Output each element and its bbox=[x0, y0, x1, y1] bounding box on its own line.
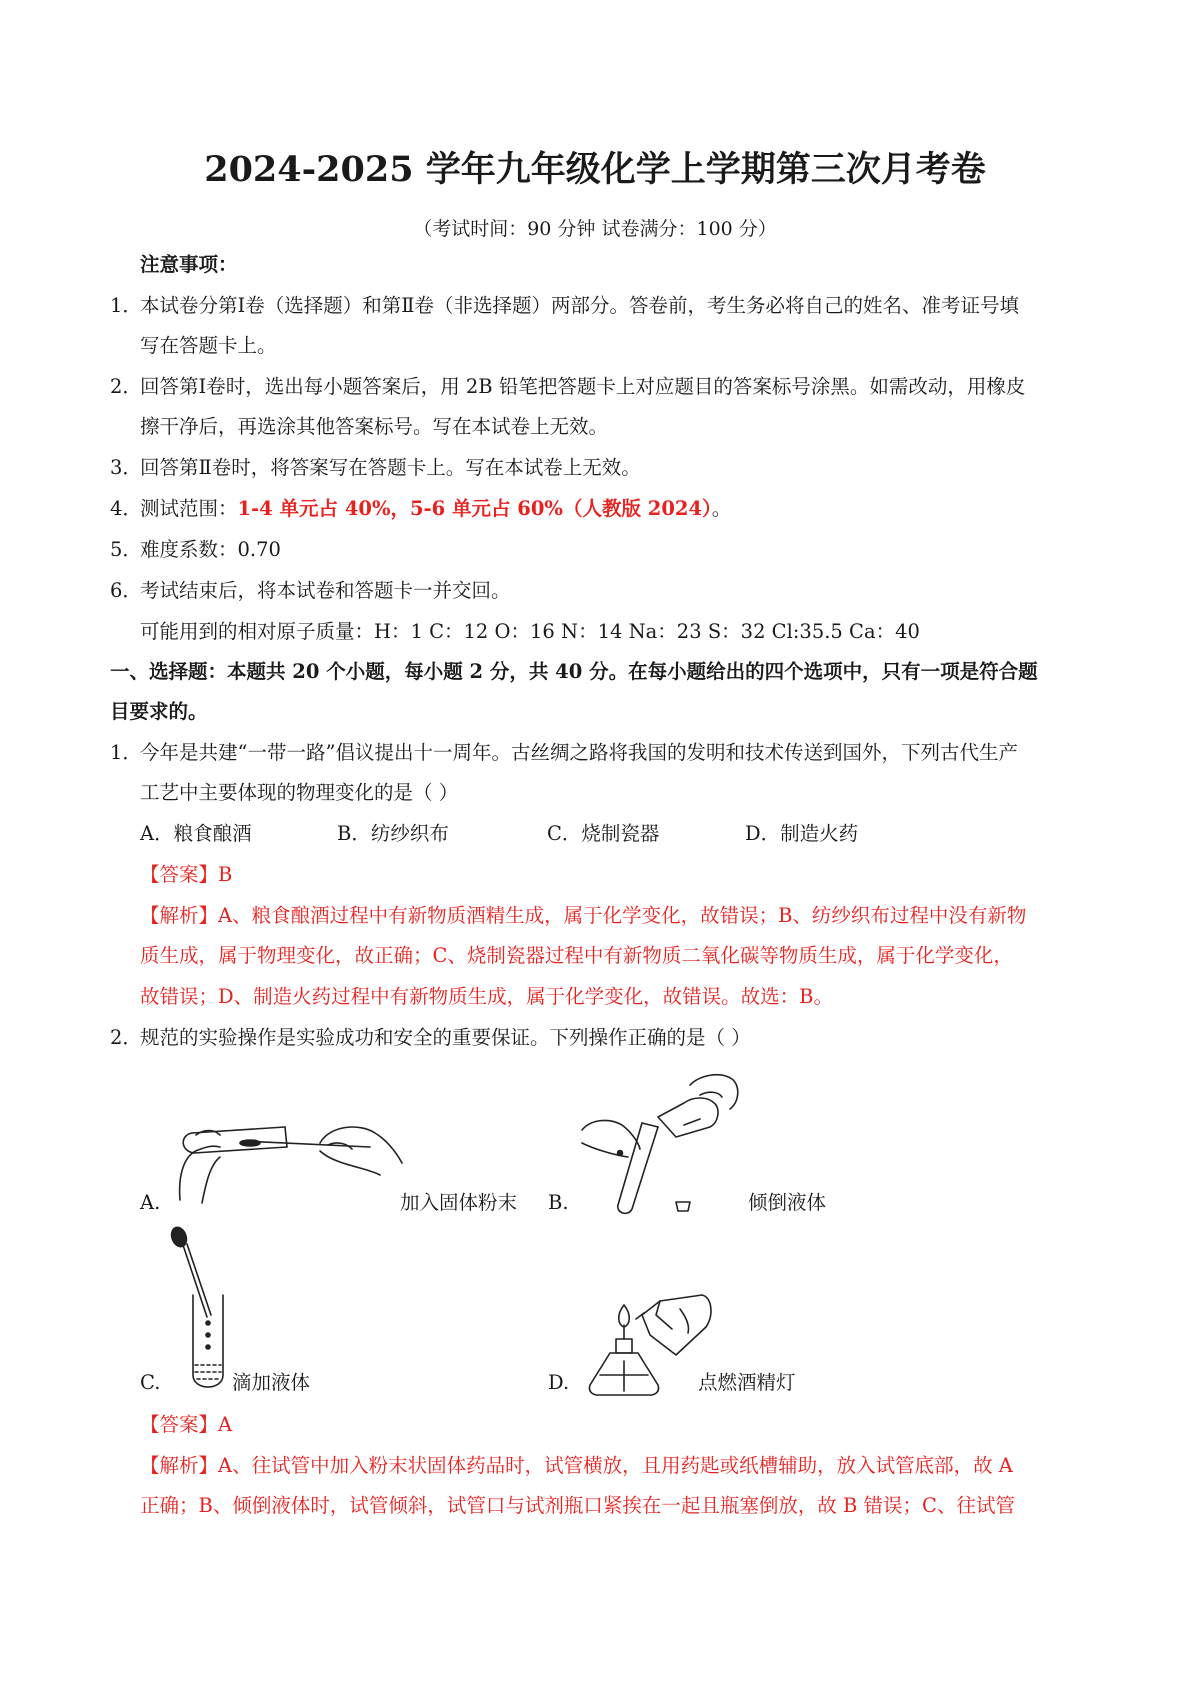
notice-item-3-line1: 回答第Ⅱ卷时，将答案写在答题卡上。写在本试卷上无效。 bbox=[140, 456, 641, 479]
q2-stem: 规范的实验操作是实验成功和安全的重要保证。下列操作正确的是（ ） bbox=[140, 1026, 751, 1049]
q1-option-c: C．烧制瓷器 bbox=[547, 822, 660, 845]
q2-analysis-line2: 正确；B、倾倒液体时，试管倾斜，试管口与试剂瓶口紧挨在一起且瓶塞倒放，故 B 错误；C、往试管 bbox=[140, 1494, 1015, 1517]
notice-item-5-line1: 难度系数：0.70 bbox=[140, 538, 281, 561]
notice-item-4-num: 4． bbox=[110, 497, 142, 520]
notice-item-5-num: 5． bbox=[110, 538, 142, 561]
q1-answer-tag: 【答案】 bbox=[140, 863, 219, 886]
q1-analysis-line2: 质生成，属于物理变化，故正确；C、烧制瓷器过程中有新物质二氧化碳等物质生成，属于化学变化， bbox=[140, 944, 1013, 967]
q2-option-b-letter: B. bbox=[548, 1191, 569, 1214]
q2-option-c-label: 滴加液体 bbox=[232, 1371, 311, 1394]
q1-stem-line1: 今年是共建“一带一路”倡议提出十一周年。古丝绸之路将我国的发明和技术传送到国外，下列古代生产 bbox=[140, 741, 1018, 764]
q2-option-c-letter: C. bbox=[140, 1371, 161, 1394]
q1-num: 1． bbox=[110, 741, 142, 764]
notice-item-1-line2: 写在答题卡上。 bbox=[140, 334, 277, 357]
notice-item-3-num: 3． bbox=[110, 456, 142, 479]
page-subtitle: （考试时间：90 分钟 试卷满分：100 分） bbox=[413, 218, 777, 240]
notice-item-1-line1: 本试卷分第Ⅰ卷（选择题）和第Ⅱ卷（非选择题）两部分。答卷前，考生务必将自己的姓名、准考证号填 bbox=[140, 294, 1019, 317]
q1-analysis-line1 bbox=[140, 901, 1026, 931]
test-scope-value: 1-4 单元占 40%，5-6 单元占 60%（人教版 2024） bbox=[237, 497, 712, 520]
notice-item-4-line bbox=[140, 494, 731, 524]
notice-item-2-line1: 回答第Ⅰ卷时，选出每小题答案后，用 2B 铅笔把答题卡上对应题目的答案标号涂黑。如需改动，用橡皮 bbox=[140, 375, 1026, 398]
q2-num: 2． bbox=[110, 1026, 142, 1049]
q1-answer bbox=[140, 860, 232, 890]
q2-option-a-letter: A. bbox=[140, 1191, 161, 1214]
test-scope-suffix: 。 bbox=[711, 497, 732, 520]
test-scope-label: 测试范围： bbox=[140, 497, 238, 520]
q1-stem-line2: 工艺中主要体现的物理变化的是（ ） bbox=[140, 781, 459, 804]
q2-option-d-letter: D. bbox=[548, 1371, 570, 1394]
figure-a-powder-illustration bbox=[170, 1095, 410, 1205]
notice-heading: 注意事项： bbox=[140, 253, 238, 276]
notice-item-2-num: 2． bbox=[110, 375, 142, 398]
figure-b-pouring-illustration bbox=[580, 1065, 760, 1215]
notice-item-2-line2: 擦干净后，再选涂其他答案标号。写在本试卷上无效。 bbox=[140, 415, 609, 438]
q1-analysis-text1: A、粮食酿酒过程中有新物质酒精生成，属于化学变化，故错误；B、纺纱织布过程中没有新物 bbox=[218, 904, 1027, 927]
q2-analysis-text1: A、往试管中加入粉末状固体药品时，试管横放，且用药匙或纸槽辅助，放入试管底部，故 A bbox=[218, 1454, 1013, 1477]
q2-option-b-label: 倾倒液体 bbox=[748, 1191, 827, 1214]
notice-item-6-num: 6． bbox=[110, 579, 142, 602]
notice-item-6-line1: 考试结束后，将本试卷和答题卡一并交回。 bbox=[140, 579, 511, 602]
atomic-mass-line: 可能用到的相对原子质量：H：1 C：12 O：16 N：14 Na：23 S：32 Cl:35.5 Ca：40 bbox=[140, 620, 920, 643]
q1-analysis-tag: 【解析】 bbox=[140, 904, 219, 927]
section1-heading-line1: 一、选择题：本题共 20 个小题，每小题 2 分，共 40 分。在每小题给出的四个选项中，只有一项是符合题 bbox=[110, 660, 1038, 683]
q1-answer-value: B bbox=[218, 863, 233, 886]
figure-c-dropper-illustration bbox=[165, 1225, 245, 1390]
q2-answer-tag: 【答案】 bbox=[140, 1413, 219, 1436]
q2-answer bbox=[140, 1410, 232, 1440]
q1-option-d: D．制造火药 bbox=[745, 822, 859, 845]
q2-analysis-line1 bbox=[140, 1451, 1013, 1481]
section1-heading-line2: 目要求的。 bbox=[110, 700, 208, 723]
q1-analysis-line3: 故错误；D、制造火药过程中有新物质生成，属于化学变化，故错误。故选：B。 bbox=[140, 985, 833, 1008]
page-title: 2024-2025 学年九年级化学上学期第三次月考卷 bbox=[204, 149, 986, 190]
q2-answer-value: A bbox=[218, 1413, 233, 1436]
q2-option-d-label: 点燃酒精灯 bbox=[698, 1371, 796, 1394]
q1-option-a: A．粮食酿酒 bbox=[140, 822, 252, 845]
q2-option-a-label: 加入固体粉末 bbox=[400, 1191, 518, 1214]
notice-item-1-num: 1． bbox=[110, 294, 142, 317]
q2-analysis-tag: 【解析】 bbox=[140, 1454, 219, 1477]
q1-option-b: B．纺纱织布 bbox=[337, 822, 449, 845]
